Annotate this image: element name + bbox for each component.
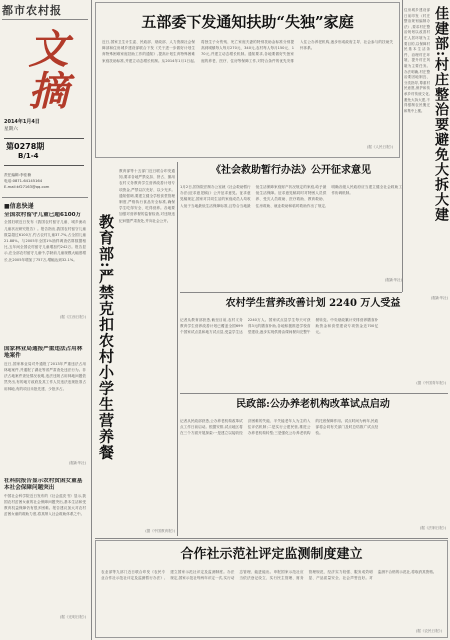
issue-pages: B/1-4: [18, 152, 39, 160]
left-item-2-title: 国家林业局通报严重违法占用林地案件: [4, 346, 83, 360]
issue-number: 第0278期: [6, 142, 45, 151]
vertical-piece-rule: [177, 162, 178, 536]
left-item-1-body: 全国妇联近日发布《我国农村留守儿童、城乡流动儿童状况研究报告》。报告指出,我国农村留守儿童数量超过6100万,约占农村儿童37.7%,占全国儿童21.88%。与2005年全国1%抽样调查估算数据相比,五年间全国农村留守儿童增加约242万。报告显示,在全部农村留守儿童中,学龄前儿童规模大幅度增长,比2005年增加了757万,增幅达到32.1%。: [4, 220, 86, 262]
regulation-rule: [180, 292, 402, 293]
left-item-3-body: 中国社会科学院近日发布的《社会蓝皮书》显示,我国农村贫困女童的社会保障问题突出,基本生活和受教育权益保障仍有很多困难。报告建议加大对农村贫困女童的救助力度,将其纳入社会救助体系之中。: [4, 493, 86, 517]
nutrition-body: 记者从教育部获悉,截至目前,农村义务教育学生营养改善计划已覆盖全国699个国家试点县和地方试点县,受益学生达2240万人。国家试点县学生每天可获得3元的膳食补助,各地积极推进学校食堂建设,逐步实现供餐由课间餐向完整午餐转变。中央财政累计安排营养膳食补助资金和食堂建设专项资金近700亿元。: [180, 318, 379, 335]
coop-body: 农业部等九部门近日联合印发《农民专业合作社示范社评定及监测暂行办法》,建立国家示范社评定及监测制度。办法规定,国家示范社每两年评定一次,实行动态管理、能进能出。申报国家示范社应当依法登记设立、实行民主管理、财务管理规范、经济实力较强、服务成效明显、产品质量安全、社会声誉良好。对监测不合格的示范社,将取消其资格。: [101, 570, 437, 581]
left-item-1: [4, 212, 86, 342]
vertical-piece-body: 教育部等十五部门近日联合印发通知,要求各地严禁克扣、挤占、挪用农村义务教育学生营养改善计划专项资金,严禁以次充好、以少充多。通知强调,要建立健全学校食堂管理制度,严格执行食品安全标准,确保学生吃得安全、吃得营养。各地要加强对营养餐的监督检查,对违规违纪问题严肃查处,并向社会公开。: [119, 169, 175, 223]
issue-date: 2014年1月4日: [4, 119, 40, 125]
right-banner-byline: (据新华社): [430, 296, 448, 300]
lead-headline: 五部委下发通知扶助“失独”家庭: [141, 13, 354, 31]
credits: [4, 172, 90, 194]
left-item-1-byline: (据《江西日报》): [59, 315, 86, 320]
nutrition-article: [180, 295, 446, 391]
regulation-headline: 《社会救助暂行办法》公开征求意见: [211, 165, 371, 176]
credit-editor: 责任编辑:李佳楠: [4, 173, 32, 177]
nutrition-byline: (据《中国青年报》): [416, 381, 446, 385]
vertical-piece-byline: (据《中国教育报》): [145, 529, 175, 533]
left-item-2-byline: (据新华社): [68, 460, 86, 465]
left-section-label: ■信息快递: [4, 203, 34, 210]
pension-headline: 民政部:公办养老机构改革试点启动: [236, 399, 390, 410]
right-banner-title: 佳建部:村庄整治要避免大拆大建: [433, 6, 449, 223]
regulation-byline: (据新华社): [384, 278, 402, 282]
coop-article: [95, 540, 448, 638]
regulation-body: 1月2日,国务院法制办公室就《社会救助暂行办法(征求意见稿)》公开征求意见。征求意见稿规定,国家对共同生活的家庭成员人均收入低于当地最低生活保障标准,且符合当地最低生活保障家庭财产状况规定的家庭,给予最低生活保障。征求意见稿同时对特困人员供养、受灾人员救助、医疗救助、教育救助、住房救助、就业救助和临时救助作出了规定,明确各级人民政府应当建立健全社会救助工作协调机制。: [180, 185, 402, 208]
vertical-piece: [95, 162, 175, 536]
lead-byline: (据《人民日报》): [366, 145, 393, 149]
masthead-title: 都市农村报: [2, 4, 62, 17]
pension-article: [180, 396, 446, 536]
left-item-3-title: 社科院报告显示农村贫困女童基本社会保障问题突出: [4, 478, 83, 492]
issue-number-box: [4, 138, 84, 166]
credit-phone: 电话:0871-64145164: [4, 179, 43, 183]
left-item-3: [4, 478, 86, 636]
right-banner-body: 住房城乡建设部日前印发《村庄整治规划编制办法》,要求村庄整治规划以改善村庄人居环境为主要目的,以保障村民基本生活条件、治理村庄环境、提升村庄风貌为主要任务。办法明确,村庄整治要因地制宜、分类指导,尊重村民意愿,保护和传承乡村传统文化,避免大拆大建,不得强制农民搬迁和集中上楼。: [404, 8, 430, 113]
masthead-underline: [2, 19, 88, 20]
pension-rule: [95, 538, 448, 539]
nutrition-headline: 农村学生营养改善计划 2240 万人受益: [225, 298, 401, 309]
section-logo-text: 文摘: [22, 28, 69, 112]
left-column-rule: [91, 0, 92, 640]
left-item-3-byline: (据《光明日报》): [59, 614, 86, 619]
issue-weekday: 星期六: [4, 127, 18, 132]
lead-body: 近日,国家卫生计生委、民政部、财政部、人力资源社会保障部和住房城乡建设部联合下发《关于进一步做好计划生育特殊困难家庭扶助工作的通知》,提高计划生育特殊困难家庭扶助标准,并建立动态增长机制。从2014年1月1日起,将独生子女伤残、死亡家庭夫妻的特别扶助金标准分别提高到城镇每人每月270元、340元,农村每人每月150元、170元,并建立动态增长机制。通知要求,各地要做好失独家庭的养老、医疗、住房等保障工作,对符合条件的优先安排入住公办养老机构,逐步形成政府主导、社会参与的扶助关怀体系。: [102, 40, 393, 63]
lead-article: [95, 2, 400, 158]
coop-headline: 合作社示范社评定监测制度建立: [180, 547, 363, 562]
nutrition-rule: [180, 393, 448, 394]
right-banner: [404, 0, 450, 290]
left-item-2: [4, 346, 86, 476]
left-item-1-title: 全国农村留守儿童已超6100万: [4, 212, 82, 218]
coop-byline: (据《农民日报》): [415, 629, 442, 633]
credit-email: E-mail:kf27163@qq.com: [4, 185, 50, 189]
left-item-2-body: 近日,国家林业局对外通报了2013年严重违法占用林地案件,并通报了湖北等省严肃查处违法行为。非法占地案件查处情况表明,违法违规占用林地问题依然突出,有的地方政府及其工作人员违法违规批准占用林地,有的项目未批先建、少批多占。: [4, 361, 86, 391]
right-banner-rule: [402, 0, 403, 292]
regulation-article: [180, 162, 402, 290]
vertical-piece-title: 教育部:严禁克扣农村小学生营养餐: [97, 214, 115, 461]
left-divider: [2, 197, 88, 198]
pension-body: 记者从民政部获悉,公办养老机构改革试点工作日前启动。根据安排,试点地区将在三个方面开展探索:一是建立以接收经济困难的失能、半失能老年人为主的入住评估机制;二是实行公建民营,推进公办养老机构转型;三是强化公办养老机构的托底保障作用。试点时间为两年,民政部将会同有关部门及时总结推广试点经验。: [180, 419, 379, 436]
pension-byline: (据《法制日报》): [419, 526, 446, 530]
